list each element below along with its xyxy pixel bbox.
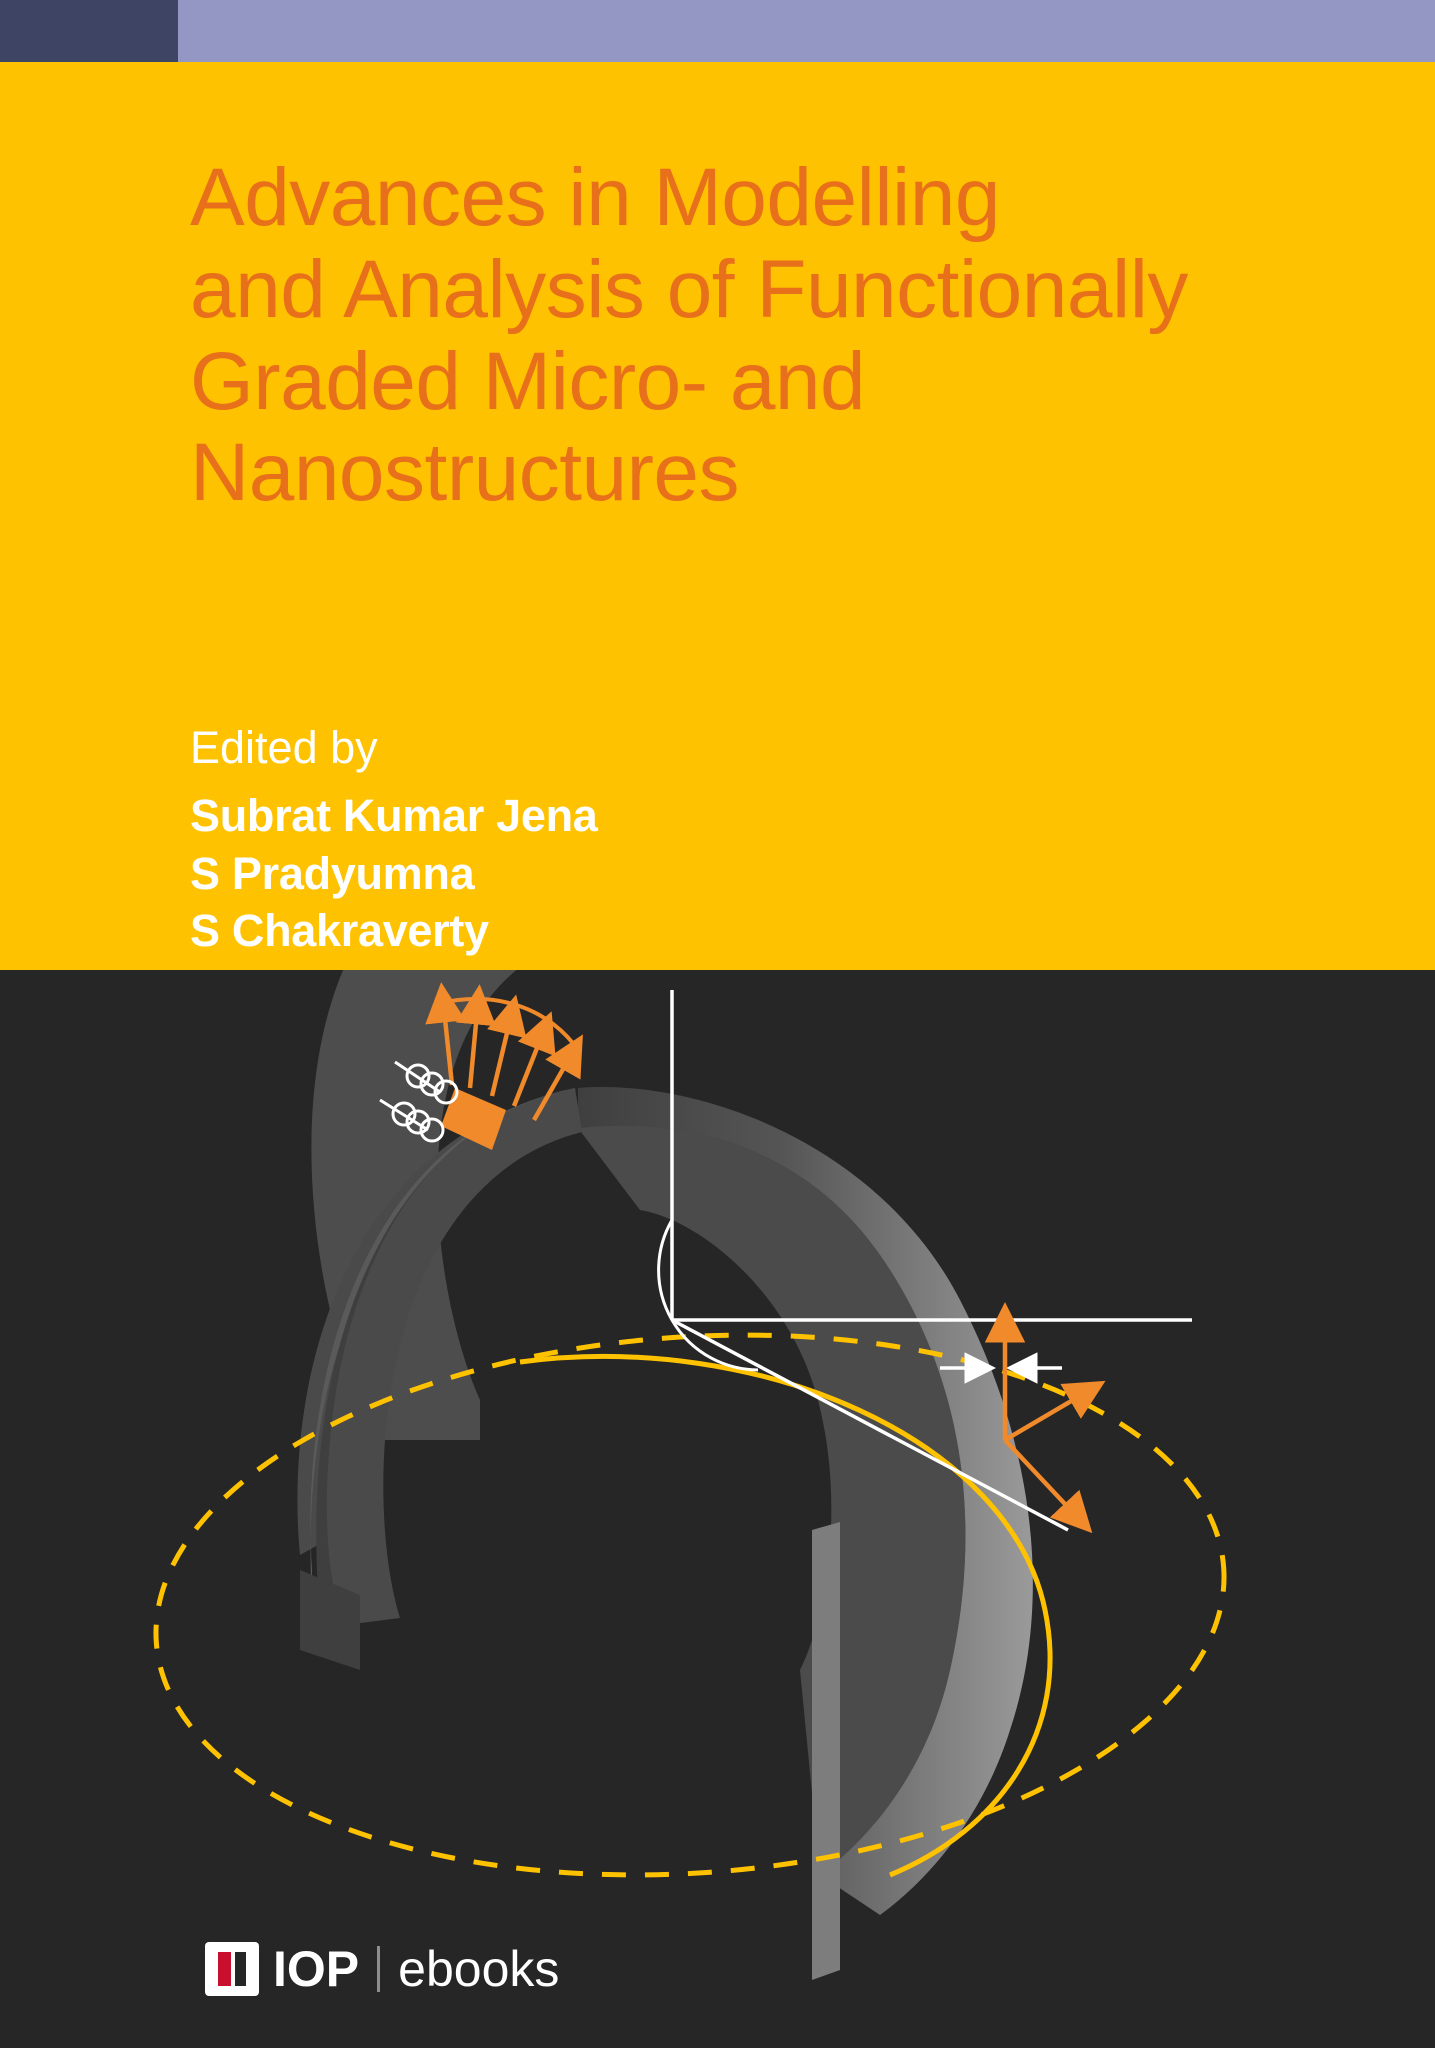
functionally-graded-shell-diagram	[0, 970, 1435, 2048]
editor-list	[190, 787, 1090, 960]
top-accent-bar-dark-block	[0, 0, 178, 62]
editor-name: S Pradyumna	[190, 847, 475, 899]
book-title-line-3: Graded Micro- and	[190, 335, 866, 427]
book-title-line-1: Advances in Modelling	[190, 152, 1000, 243]
iop-logo-icon	[205, 1942, 259, 1996]
editor-name: Subrat Kumar Jena	[190, 790, 598, 841]
publisher-product: ebooks	[398, 1941, 560, 1997]
publisher-name: IOP	[273, 1941, 360, 1997]
publisher-logo	[205, 1938, 559, 2000]
logo-divider	[377, 1946, 380, 1992]
book-title-line-4: Nanostructures	[190, 427, 740, 519]
top-accent-bar	[0, 0, 1435, 62]
page-title	[190, 152, 1370, 519]
title-panel	[0, 62, 1435, 970]
edited-by-label: Edited by	[190, 722, 378, 773]
cover-artwork	[0, 970, 1435, 2048]
book-title-line-2: and Analysis of Functionally	[190, 243, 1188, 335]
editor-name: S Chakraverty	[190, 905, 489, 957]
